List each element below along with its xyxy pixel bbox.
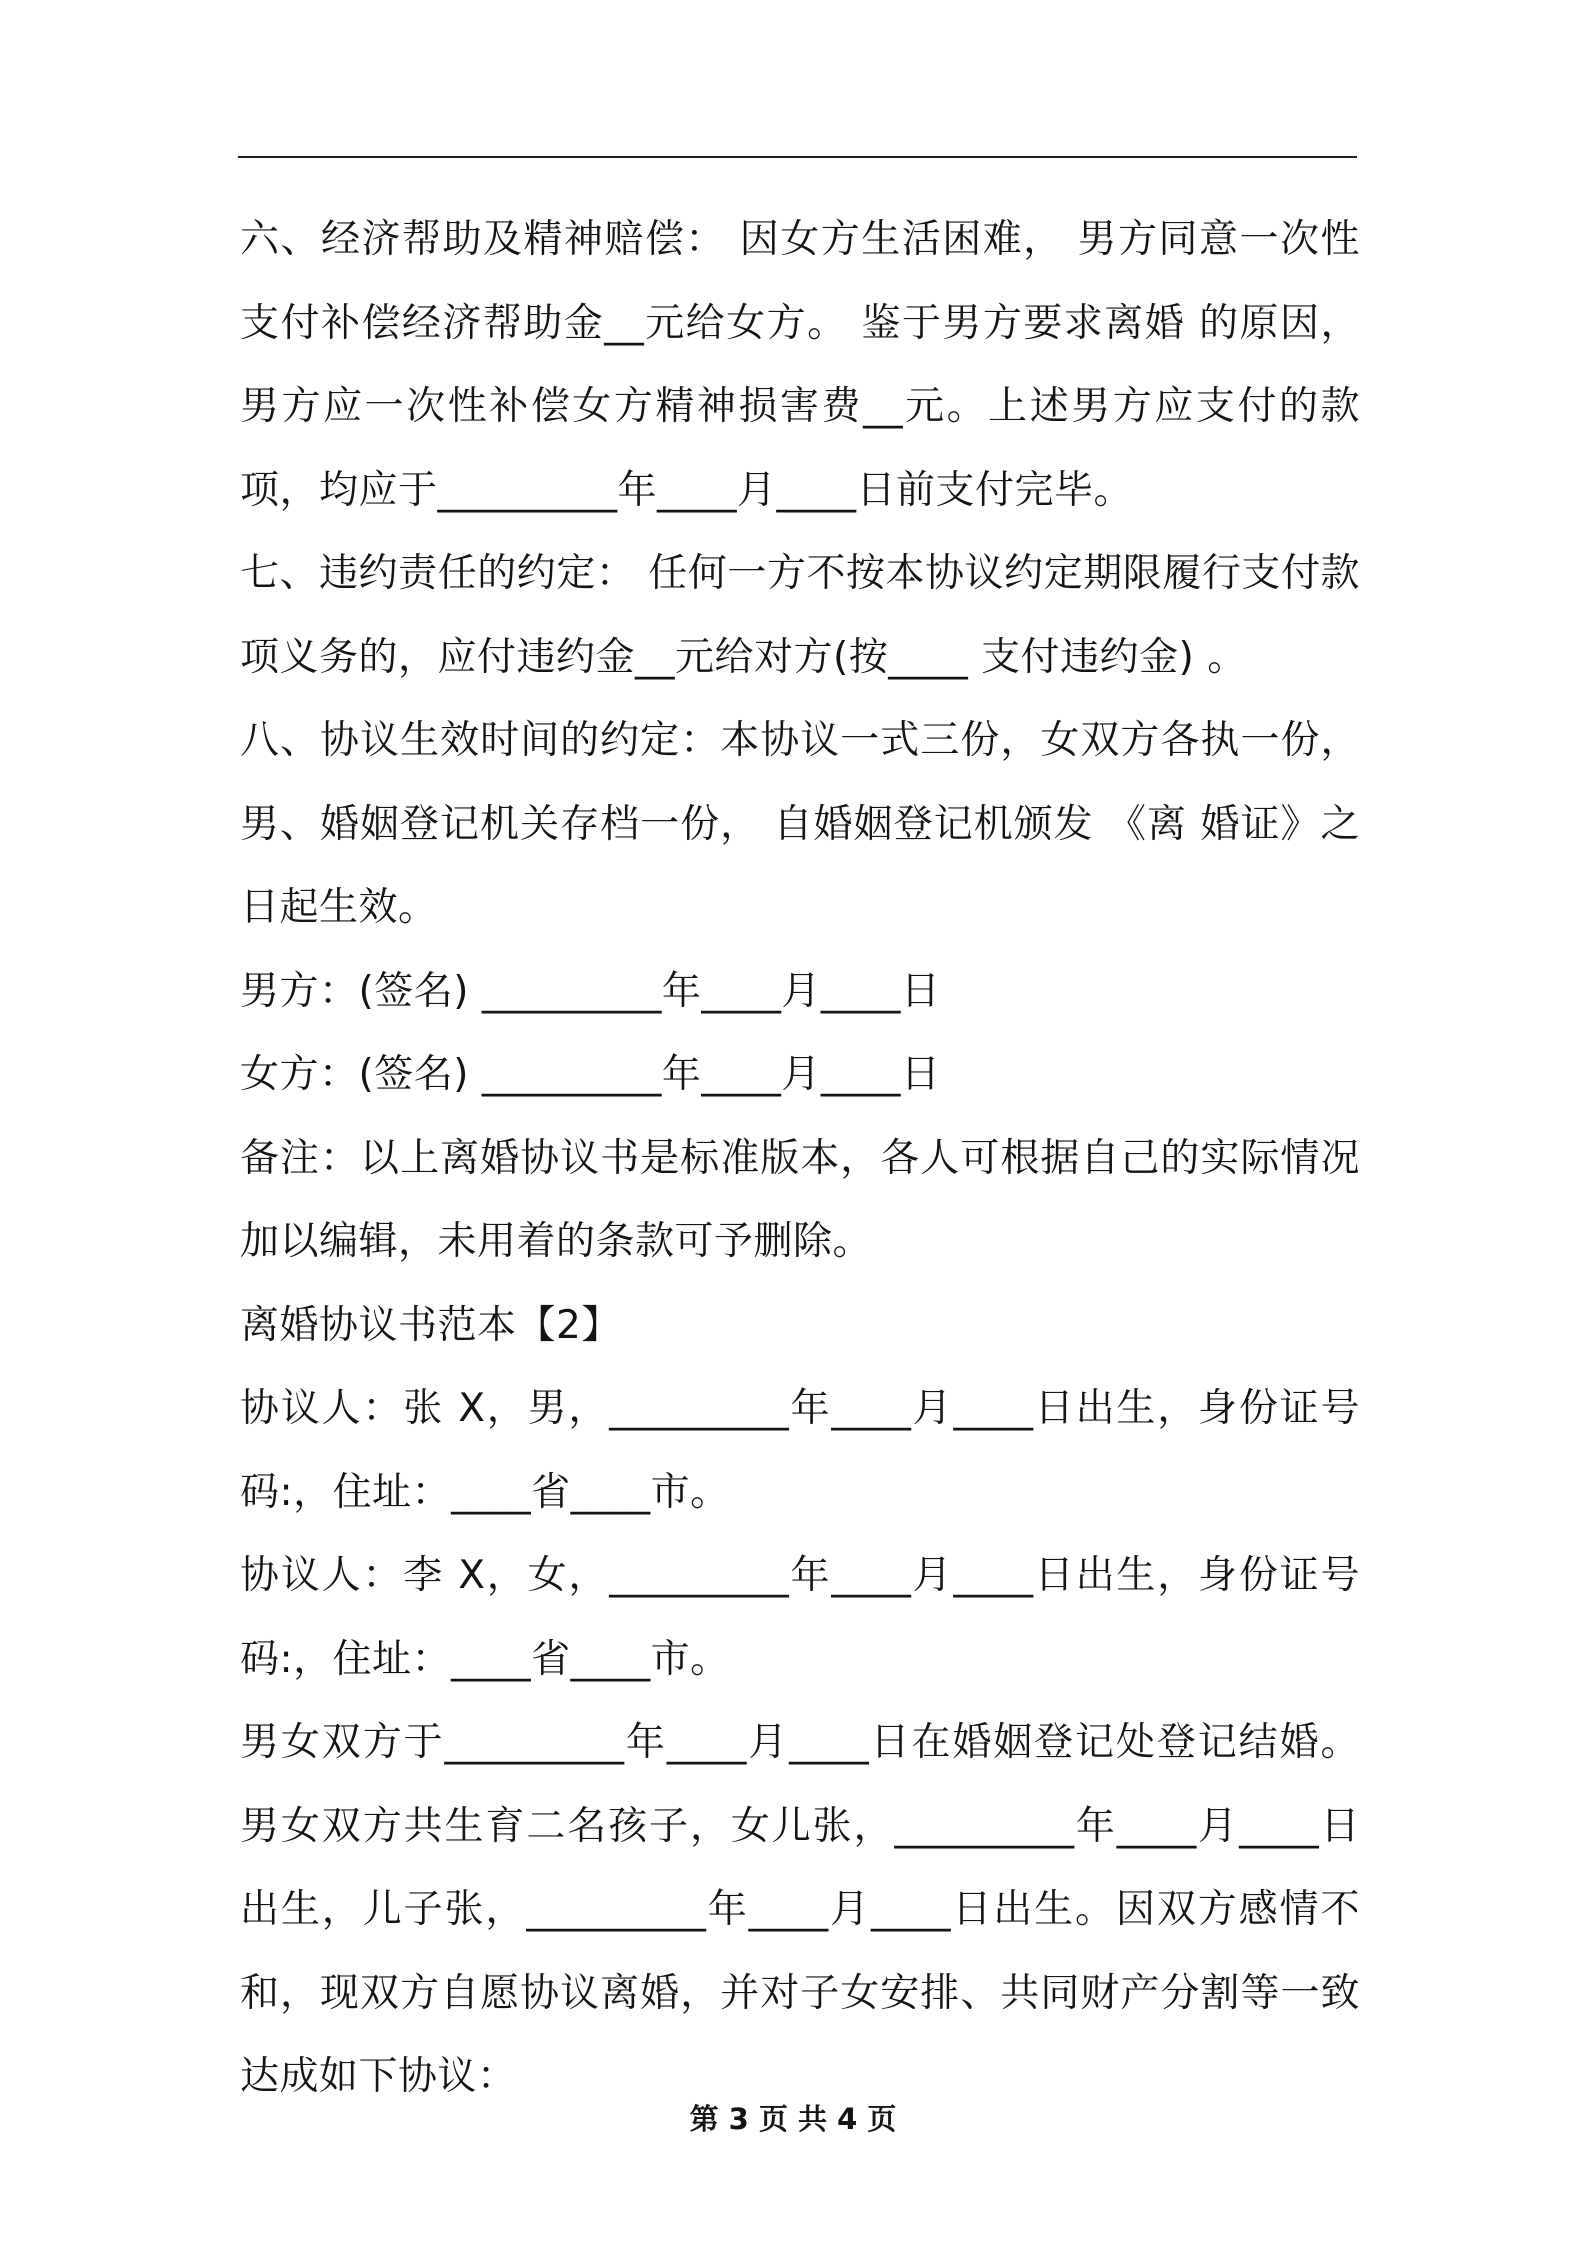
male-signature-line: 男方：(签名) _________年____月____日 [240, 968, 941, 1014]
document-body [240, 198, 1360, 2119]
marriage-background-paragraph: 男女双方于_________年____月____日在婚姻登记处登记结婚。男女双方共生育二名孩子，女儿张，_________年____月____日出生，儿子张，_________年____月____日出生。因双方感情不和，现双方自愿协议离婚，并对子女安排、共同财产分割等一致达成如下协议： [240, 1720, 1360, 2099]
clause-seven-breach-liability: 七、违约责任的约定： 任何一方不按本协议约定期限履行支付款项义务的，应付违约金__元给对方(按____ 支付违约金) 。 [240, 551, 1360, 680]
clause-six-economic-help: 六、经济帮助及精神赔偿： 因女方生活困难， 男方同意一次性支付补偿经济帮助金__元给女方。 鉴于男方要求离婚 的原因，男方应一次性补偿女方精神损害费__元。上述男方应支付的款项，均应于_________年____月____日前支付完毕。 [240, 217, 1360, 513]
header-rule [238, 156, 1357, 158]
female-signature-line: 女方：(签名) _________年____月____日 [240, 1052, 941, 1097]
clause-eight-effective-time: 八、协议生效时间的约定：本协议一式三份，女双方各执一份，男、婚姻登记机关存档一份， 自婚姻登记机颁发 《离 婚证》之日起生效。 [240, 718, 1360, 930]
page-number: 第 3 页 共 4 页 [689, 2102, 897, 2136]
party-one-info: 协议人：张 X，男，_________年____月____日出生，身份证号码:，住址：____省____市。 [240, 1386, 1360, 1515]
sample-two-heading: 离婚协议书范本【2】 [240, 1302, 621, 1348]
remarks-paragraph: 备注：以上离婚协议书是标准版本，各人可根据自己的实际情况加以编辑，未用着的条款可予删除。 [240, 1135, 1360, 1264]
party-two-info: 协议人：李 X，女，_________年____月____日出生，身份证号码:，住址：____省____市。 [240, 1553, 1360, 1682]
